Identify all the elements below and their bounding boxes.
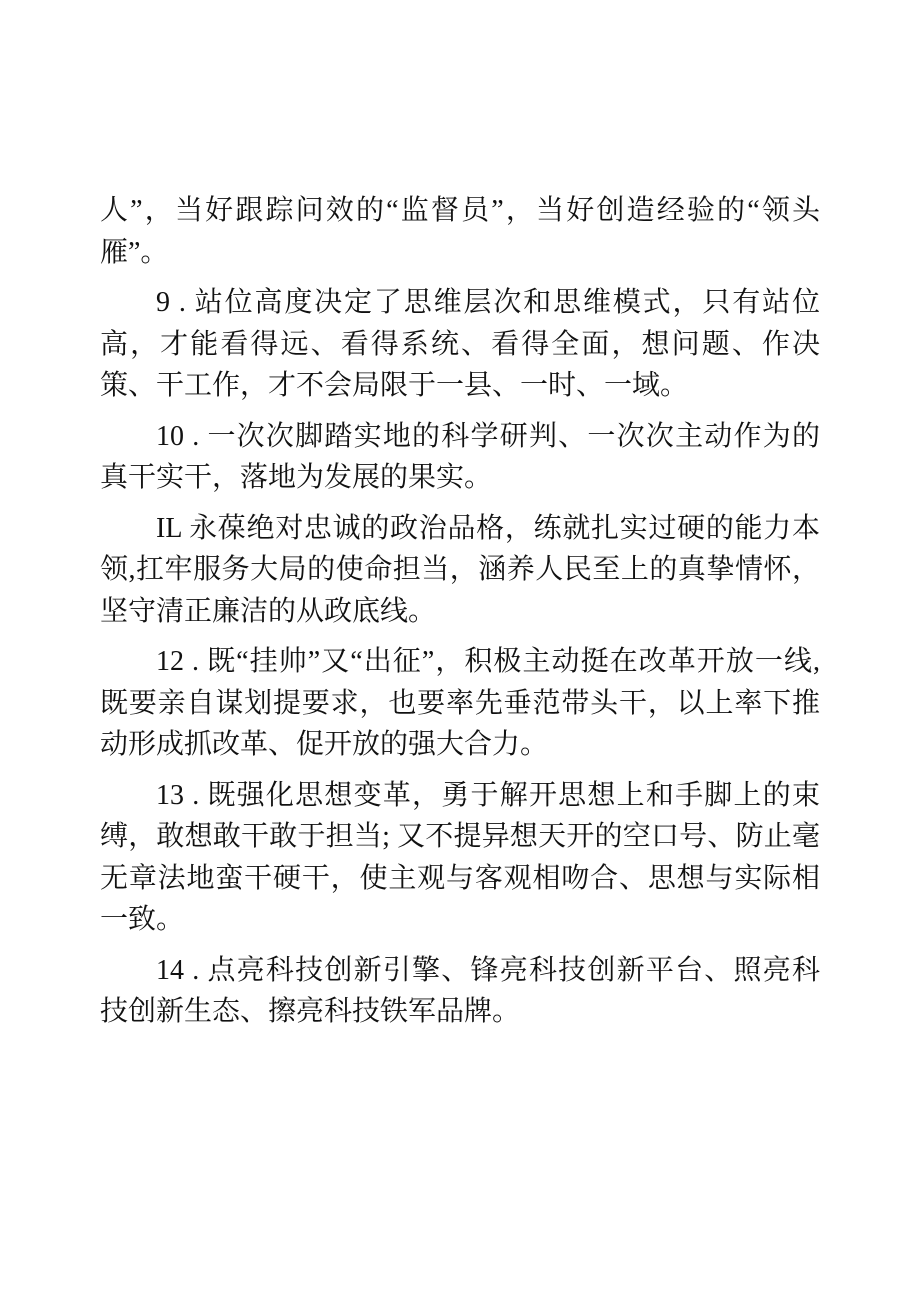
paragraph-12: 12 . 既“挂帅”又“出征”，积极主动挺在改革开放一线,既要亲自谋划提要求，也要率先垂范带头干，以上率下推动形成抓改革、促开放的强大合力。 xyxy=(100,646,820,760)
paragraph-continuation: 人”，当好跟踪问效的“监督员”，当好创造经验的“领头雁”。 xyxy=(100,195,820,268)
paragraph-11: IL 永葆绝对忠诚的政治品格，练就扎实过硬的能力本领,扛牢服务大局的使命担当，涵养人民至上的真挚情怀，坚守清正廉洁的从政底线。 xyxy=(100,512,820,627)
paragraph-13: 13 . 既强化思想变革，勇于解开思想上和手脚上的束缚，敢想敢干敢于担当; 又不提异想天开的空口号、防止毫无章法地蛮干硬干，使主观与客观相吻合、思想与实际相一致。 xyxy=(100,779,820,935)
paragraph-14: 14 . 点亮科技创新引擎、锋亮科技创新平台、照亮科技创新生态、擦亮科技铁军品牌。 xyxy=(100,954,820,1027)
paragraph-10: 10 . 一次次脚踏实地的科学研判、一次次主动作为的真干实干，落地为发展的果实。 xyxy=(100,420,820,493)
paragraph-9: 9 . 站位高度决定了思维层次和思维模式，只有站位高，才能看得远、看得系统、看得全面，想问题、作决策、干工作，才不会局限于一县、一时、一域。 xyxy=(100,287,820,401)
